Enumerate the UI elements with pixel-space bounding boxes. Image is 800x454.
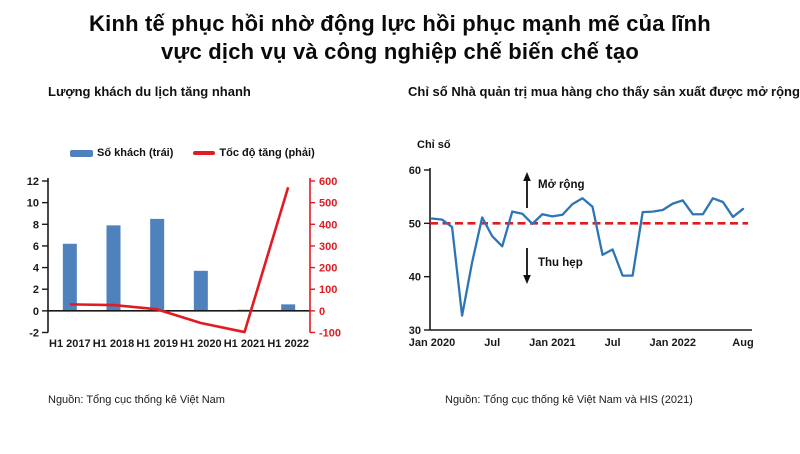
svg-text:Aug: Aug — [732, 337, 754, 349]
svg-text:H1 2020: H1 2020 — [180, 338, 222, 350]
svg-text:Jul: Jul — [604, 337, 621, 349]
annotation-expand: Mở rộng — [538, 179, 585, 191]
svg-text:300: 300 — [319, 240, 338, 253]
tourist-arrivals-chart — [20, 166, 365, 361]
bar-H1 2019 — [150, 219, 164, 311]
svg-text:H1 2017: H1 2017 — [49, 338, 91, 350]
left-chart-legend — [70, 147, 315, 159]
svg-text:500: 500 — [319, 197, 338, 210]
legend-label-visitors: Số khách (trái) — [97, 147, 174, 159]
svg-text:2: 2 — [32, 284, 39, 297]
bar-H1 2018 — [107, 225, 121, 310]
page-title-line-1: Kinh tế phục hồi nhờ động lực hồi phục mạnh mẽ của lĩnh — [89, 11, 711, 36]
svg-text:100: 100 — [319, 284, 338, 297]
page-title-line-2: vực dịch vụ và công nghiệp chế biến chế tạo — [160, 39, 640, 64]
pmi-y-axis-label: Chỉ số — [417, 139, 451, 151]
page-title — [0, 10, 800, 66]
svg-text:Jul: Jul — [484, 337, 501, 349]
left-chart-title: Lượng khách du lịch tăng nhanh — [48, 84, 251, 99]
bar-H1 2020 — [194, 271, 208, 311]
svg-text:-100: -100 — [319, 327, 342, 340]
svg-text:0: 0 — [319, 305, 326, 318]
svg-text:Jan 2020: Jan 2020 — [408, 337, 456, 349]
svg-text:0: 0 — [32, 305, 39, 318]
svg-text:12: 12 — [26, 176, 39, 188]
svg-text:H1 2019: H1 2019 — [136, 338, 178, 350]
svg-text:10: 10 — [26, 197, 39, 210]
bar-H1 2017 — [63, 244, 77, 311]
svg-text:H1 2021: H1 2021 — [223, 338, 266, 350]
annotation-contract: Thu hẹp — [538, 257, 583, 269]
bar-series-swatch-icon — [70, 150, 93, 157]
right-chart-source: Nguồn: Tổng cục thống kê Việt Nam và HIS (2021) — [445, 394, 693, 406]
svg-text:8: 8 — [32, 219, 39, 232]
svg-text:Jan 2022: Jan 2022 — [649, 337, 697, 349]
pmi-chart — [400, 160, 795, 355]
legend-item-growth — [193, 147, 314, 159]
svg-text:6: 6 — [32, 240, 39, 253]
svg-text:60: 60 — [408, 165, 421, 177]
line-series-swatch-icon — [193, 151, 215, 155]
svg-text:-2: -2 — [29, 327, 39, 340]
svg-text:4: 4 — [32, 262, 39, 275]
svg-text:40: 40 — [408, 271, 421, 284]
svg-text:600: 600 — [319, 176, 338, 188]
left-chart-source: Nguồn: Tổng cục thống kê Việt Nam — [48, 394, 225, 406]
legend-label-growth: Tốc độ tăng (phải) — [219, 147, 315, 159]
svg-text:50: 50 — [408, 218, 421, 231]
svg-text:Jan 2021: Jan 2021 — [529, 337, 576, 349]
legend-item-visitors — [70, 147, 173, 159]
svg-text:30: 30 — [408, 325, 421, 337]
pmi-line — [432, 198, 743, 315]
right-chart-title: Chỉ số Nhà quản trị mua hàng cho thấy sản xuất được mở rộng — [408, 84, 800, 99]
bar-H1 2022 — [281, 304, 295, 310]
svg-text:200: 200 — [319, 262, 338, 275]
svg-text:H1 2022: H1 2022 — [267, 338, 309, 350]
svg-text:H1 2018: H1 2018 — [92, 338, 135, 350]
svg-text:400: 400 — [319, 219, 338, 232]
